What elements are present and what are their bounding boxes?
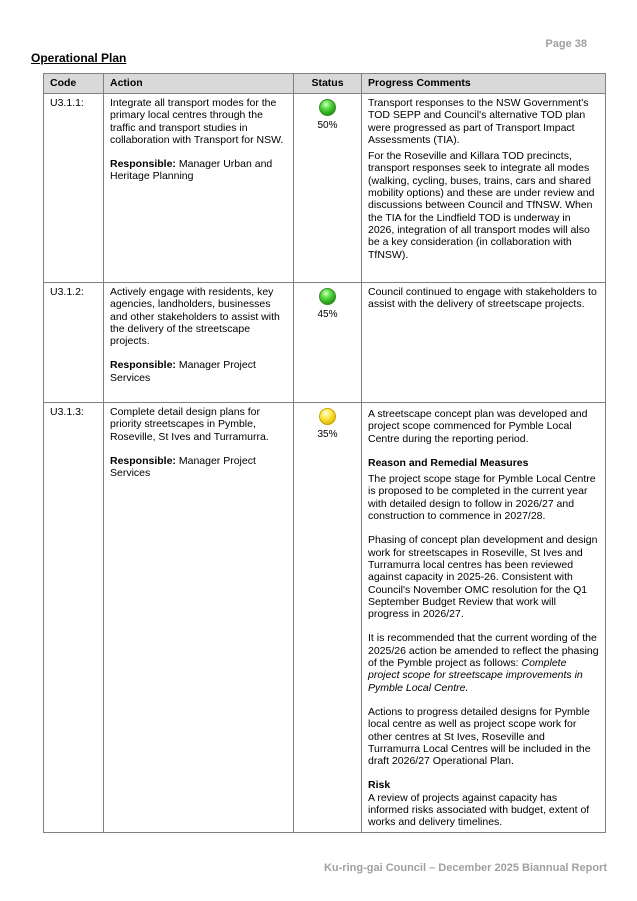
reason-paragraph: Actions to progress detailed designs for Pymble local centre as well as project scope work for other centres at St Ives, Roseville and Turramurra Local Centres will be included in the draft 2026/27 Operational Plan. <box>368 705 591 768</box>
status-percent: 35% <box>317 429 338 440</box>
reason-paragraph <box>368 632 599 693</box>
status-green-light-icon <box>319 99 336 116</box>
row-comments <box>362 283 606 403</box>
status-percent: 50% <box>317 120 338 131</box>
comment-paragraph: Council continued to engage with stakeholders to assist with the delivery of streetscape projects. <box>368 286 597 311</box>
header-code: Code <box>44 74 104 94</box>
header-comments: Progress Comments <box>362 74 606 94</box>
status-percent: 45% <box>317 309 338 320</box>
responsible-value: Manager Urban and Heritage Planning <box>110 158 273 183</box>
action-text: Integrate all transport modes for the primary local centres through the traffic and transport studies in collaboration with Transport for NSW. <box>110 97 284 146</box>
risk-heading: Risk <box>368 779 391 792</box>
row-comments <box>362 94 606 283</box>
responsible-line <box>110 455 287 480</box>
header-status: Status <box>294 74 362 94</box>
status-green-light-icon <box>319 288 336 305</box>
comment-paragraph: For the Roseville and Killara TOD precincts, transport responses seek to integrate all modes (walking, cycling, buses, trains, cars and shared mobility options) and these are under review and discussions between Council and TfNSW. When the TIA for the Lindfield TOD is underway in 2026, integration of all transport modes will also be a key consideration (in collaboration with TfNSW). <box>368 150 595 261</box>
row-status <box>294 403 362 833</box>
responsible-label: Responsible: <box>110 158 176 171</box>
action-text: Complete detail design plans for priority streetscapes in Pymble, Roseville, St Ives and Turramurra. <box>110 406 269 443</box>
row-code: U3.1.1: <box>44 94 104 283</box>
responsible-label: Responsible: <box>110 359 176 372</box>
row-code: U3.1.3: <box>44 403 104 833</box>
section-heading: Operational Plan <box>31 51 127 65</box>
page-number: Page 38 <box>545 38 587 50</box>
reason-paragraph: The project scope stage for Pymble Local Centre is proposed to be completed in the current year with detailed design to follow in 2026/27 and construction to commence in 2027/28. <box>368 473 596 523</box>
operational-plan-table <box>43 73 606 833</box>
table-row <box>44 403 606 833</box>
table-header-row <box>44 74 606 94</box>
comment-intro: A streetscape concept plan was developed and project scope commenced for Pymble Local Centre during the reporting period. <box>368 408 588 445</box>
action-text: Actively engage with residents, key agencies, landholders, businesses and other stakeholders to assist with the delivery of the streetscape projects. <box>110 286 280 348</box>
row-action <box>104 283 294 403</box>
table-row <box>44 283 606 403</box>
table-row <box>44 94 606 283</box>
reason-heading: Reason and Remedial Measures <box>368 456 529 469</box>
comment-paragraph: Transport responses to the NSW Government's TOD SEPP and Council's alternative TOD plan were progressed as part of Transport Impact Assessments (TIA). <box>368 97 589 146</box>
responsible-value: Manager Project Services <box>110 454 256 480</box>
risk-text: A review of projects against capacity has informed risks associated with budget, extent of works and delivery timelines. <box>368 791 590 829</box>
footer: Ku-ring-gai Council – December 2025 Biannual Report <box>323 862 607 874</box>
responsible-line <box>110 359 287 384</box>
row-action <box>104 94 294 283</box>
header-action: Action <box>104 74 294 94</box>
status-yellow-light-icon <box>319 408 336 425</box>
amended-wording: Complete project scope for streetscape improvements in Pymble Local Centre. <box>368 657 583 694</box>
responsible-line <box>110 158 287 183</box>
row-status <box>294 94 362 283</box>
reason-paragraph: Phasing of concept plan development and design work for streetscapes in Roseville, St Ives and Turramurra local centres has been reviewed against capacity in 2025-26. Consistent with Council's November OMC resolution for the Q1 September Budget Review that work will progress in 2026/27. <box>368 534 598 621</box>
row-code: U3.1.2: <box>44 283 104 403</box>
row-action <box>104 403 294 833</box>
row-comments <box>362 403 606 833</box>
row-status <box>294 283 362 403</box>
reason-text: It is recommended that the current wording of the 2025/26 action be amended to reflect the phasing of the Pymble project as follows: <box>368 632 599 670</box>
responsible-label: Responsible: <box>110 454 176 467</box>
responsible-value: Manager Project Services <box>110 359 256 384</box>
